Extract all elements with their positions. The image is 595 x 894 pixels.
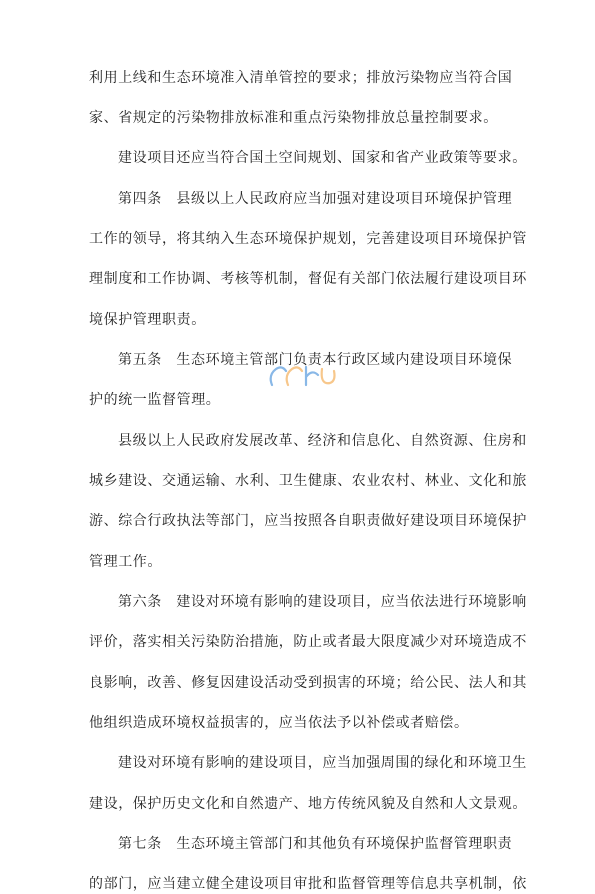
watermark-stroke-orange — [322, 369, 335, 383]
text-line: 良影响，改善、修复因建设活动受到损害的环境；给公民、法人和其 — [89, 675, 527, 691]
text-line: 家、省规定的污染物排放标准和重点污染物排放总量控制要求。 — [89, 110, 498, 126]
text-line: 评价，落实相关污染防治措施，防止或者最大限度减少对环境造成不 — [89, 634, 527, 650]
watermark-stroke-blue — [306, 367, 318, 385]
text-line: 建设项目还应当符合国土空间规划、国家和省产业政策等要求。 — [118, 150, 527, 166]
text-line: 第五条 生态环境主管部门负责本行政区域内建设项目环境保 — [118, 352, 513, 368]
watermark-logo — [262, 355, 342, 395]
text-line: 第四条 县级以上人民政府应当加强对建设项目环境保护管理 — [118, 191, 513, 207]
watermark-stroke-orange — [287, 367, 302, 385]
text-line: 利用上线和生态环境准入清单管控的要求；排放污染物应当符合国 — [89, 70, 513, 86]
text-line: 他组织造成环境权益损害的，应当依法予以补偿或者赔偿。 — [89, 715, 469, 731]
text-line: 的部门，应当建立健全建设项目审批和监督管理等信息共享机制，依 — [89, 876, 527, 892]
text-line: 建设，保护历史文化和自然遗产、地方传统风貌及自然和人文景观。 — [89, 796, 527, 812]
text-line: 第七条 生态环境主管部门和其他负有环境保护监督管理职责 — [118, 836, 513, 852]
text-line: 城乡建设、交通运输、水利、卫生健康、农业农村、林业、文化和旅 — [89, 473, 527, 489]
text-line: 第六条 建设对环境有影响的建设项目，应当依法进行环境影响 — [118, 594, 527, 610]
text-line: 游、综合行政执法等部门，应当按照各自职责做好建设项目环境保护 — [89, 513, 527, 529]
text-line: 护的统一监督管理。 — [89, 392, 221, 408]
text-line: 境保护管理职责。 — [89, 312, 206, 328]
text-line: 理制度和工作协调、考核等机制，督促有关部门依法履行建设项目环 — [89, 271, 527, 287]
watermark-stroke-blue — [271, 367, 286, 385]
text-line: 县级以上人民政府发展改革、经济和信息化、自然资源、住房和 — [118, 433, 527, 449]
text-line: 建设对环境有影响的建设项目，应当加强周围的绿化和环境卫生 — [118, 755, 527, 771]
text-line: 管理工作。 — [89, 554, 162, 570]
text-line: 工作的领导，将其纳入生态环境保护规划，完善建设项目环境保护管 — [89, 231, 527, 247]
